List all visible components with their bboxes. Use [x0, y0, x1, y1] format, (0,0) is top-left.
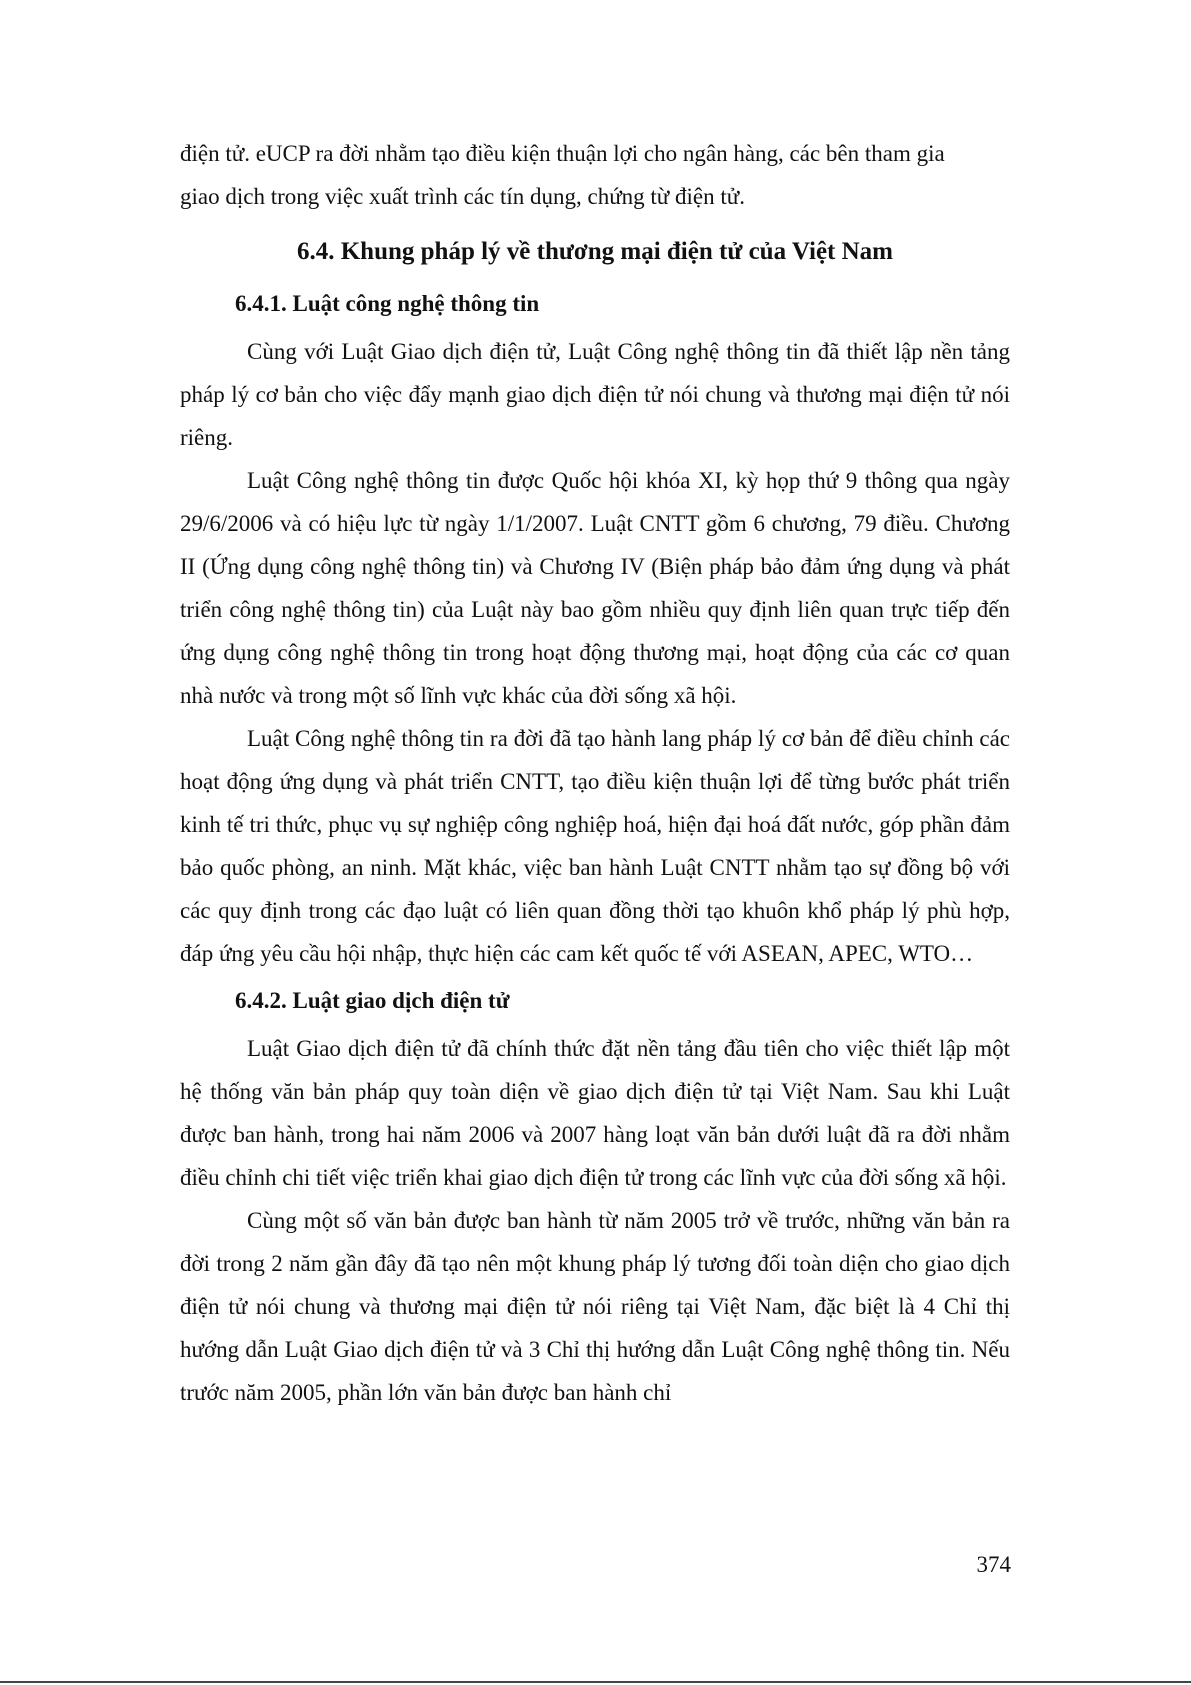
- intro-line-1: điện tử. eUCP ra đời nhằm tạo điều kiện thuận lợi cho ngân hàng, các bên tham gia: [180, 141, 945, 166]
- document-page: [180, 132, 1010, 1414]
- paragraph: Luật Công nghệ thông tin ra đời đã tạo hành lang pháp lý cơ bản để điều chỉnh các hoạt động ứng dụng và phát triển CNTT, tạo điều kiện thuận lợi để từng bước phát triển kinh tế tri thức, phục vụ sự nghiệp công nghiệp hoá, hiện đại hoá đất nước, góp phần đảm bảo quốc phòng, an ninh. Mặt khác, việc ban hành Luật CNTT nhằm tạo sự đồng bộ với các quy định trong các đạo luật có liên quan đồng thời tạo khuôn khổ pháp lý phù hợp, đáp ứng yêu cầu hội nhập, thực hiện các cam kết quốc tế với ASEAN, APEC, WTO…: [180, 726, 1010, 966]
- bottom-edge-rule: [0, 1681, 1191, 1683]
- paragraph: Luật Giao dịch điện tử đã chính thức đặt nền tảng đầu tiên cho việc thiết lập một hệ thống văn bản pháp quy toàn diện về giao dịch điện tử tại Việt Nam. Sau khi Luật được ban hành, trong hai năm 2006 và 2007 hàng loạt văn bản dưới luật đã ra đời nhằm điều chỉnh chi tiết việc triển khai giao dịch điện tử trong các lĩnh vực của đời sống xã hội.: [180, 1036, 1010, 1190]
- intro-line-2: giao dịch trong việc xuất trình các tín dụng, chứng từ điện tử.: [180, 184, 745, 209]
- page-number: 374: [976, 1552, 1011, 1577]
- paragraph: Cùng với Luật Giao dịch điện tử, Luật Công nghệ thông tin đã thiết lập nền tảng pháp lý cơ bản cho việc đẩy mạnh giao dịch điện tử nói chung và thương mại điện tử nói riêng.: [180, 339, 1010, 450]
- paragraph: Cùng một số văn bản được ban hành từ năm 2005 trở về trước, những văn bản ra đời trong 2 năm gần đây đã tạo nên một khung pháp lý tương đối toàn diện cho giao dịch điện tử nói chung và thương mại điện tử nói riêng tại Việt Nam, đặc biệt là 4 Chỉ thị hướng dẫn Luật Giao dịch điện tử và 3 Chỉ thị hướng dẫn Luật Công nghệ thông tin. Nếu trước năm 2005, phần lớn văn bản được ban hành chỉ: [180, 1208, 1010, 1405]
- paragraph: Luật Công nghệ thông tin được Quốc hội khóa XI, kỳ họp thứ 9 thông qua ngày 29/6/2006 và có hiệu lực từ ngày 1/1/2007. Luật CNTT gồm 6 chương, 79 điều. Chương II (Ứng dụng công nghệ thông tin) và Chương IV (Biện pháp bảo đảm ứng dụng và phát triển công nghệ thông tin) của Luật này bao gồm nhiều quy định liên quan trực tiếp đến ứng dụng công nghệ thông tin trong hoạt động thương mại, hoạt động của các cơ quan nhà nước và trong một số lĩnh vực khác của đời sống xã hội.: [180, 468, 1010, 708]
- subsection-title-6-4-2: 6.4.2. Luật giao dịch điện tử: [235, 988, 510, 1013]
- section-title: 6.4. Khung pháp lý về thương mại điện tử của Việt Nam: [296, 238, 893, 265]
- subsection-title-6-4-1: 6.4.1. Luật công nghệ thông tin: [235, 291, 540, 316]
